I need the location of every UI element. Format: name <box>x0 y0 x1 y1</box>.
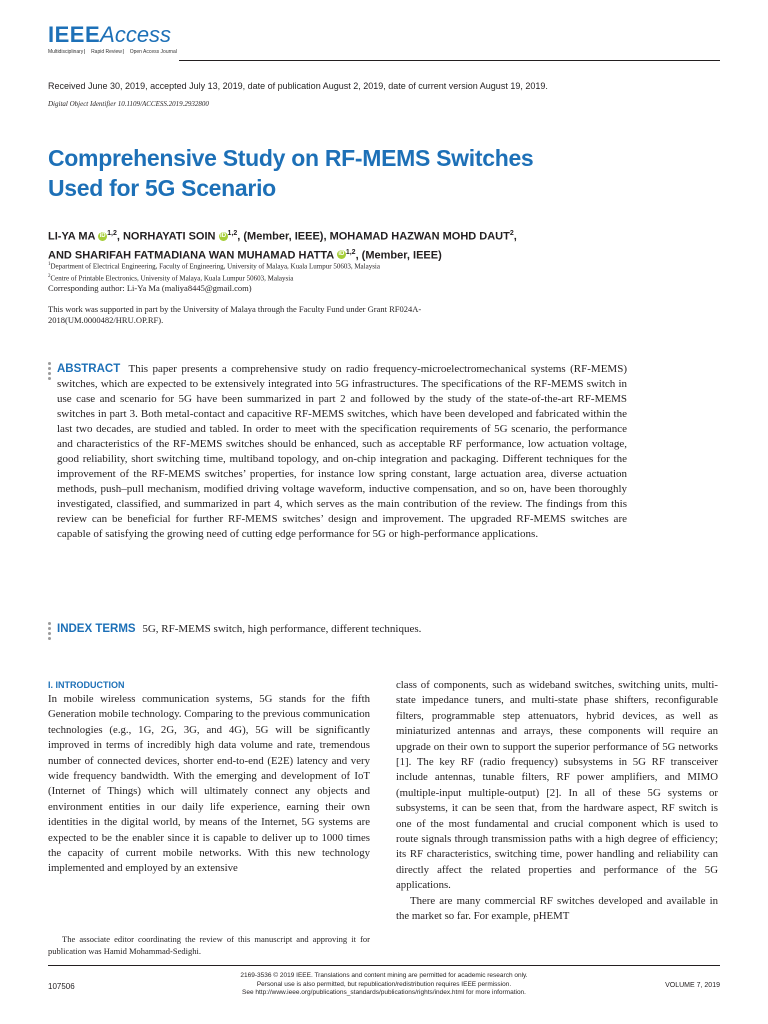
affiliations <box>48 260 380 284</box>
author-line-2: AND SHARIFAH FATMADIANA WAN MUHAMAD HATTA iD $^{1,2}$, (Member, IEEE) <box>48 248 442 262</box>
logo-wordmark: IEEEAccess <box>48 22 172 47</box>
affiliation-mark: 1,2 <box>345 248 356 256</box>
paper-title <box>48 143 648 203</box>
corresponding-author: Corresponding author: Li-Ya Ma (maliya8445@gmail.com) <box>48 283 252 293</box>
author-list <box>48 226 728 263</box>
doi-label: Digital Object Identifier <box>48 100 117 108</box>
journal-logo <box>48 24 177 55</box>
footer-rule <box>48 965 720 966</box>
abstract-label: ABSTRACT <box>57 363 121 375</box>
intro-paragraph-1-cont: class of components, such as wideband switches, switching units, multi-state impedance tuners, and multi-state phase shifters, reconfigurable filters, programmable step attenuators, hybrid devices, as well as miniaturized antennas and arrays, these components will require an upgrade on their own to support the superior performance of 5G networks [1]. The key RF (radio frequency) subsystems in 5G RF transceiver include antennas, tunable filters, RF power amplifiers, and MIMO (multiple-input multiple-output) [2]. In all of these 5G systems or subsystems, it can be seen that, from the hardware aspect, RF switch is one of the most fundamental and crucial component which is used to route signals through transmission paths with a high degree of efficiency; its RF characteristics, switching time, power handling and reliability can directly affect the related properties and performance of the 5G applications. <box>396 679 718 892</box>
header-rule <box>179 60 720 61</box>
doi-line <box>48 100 209 108</box>
intro-paragraph-2: There are many commercial RF switches developed and available in the market so far. For example, pHEMT <box>396 894 718 923</box>
title-line-1: Comprehensive Study on RF-MEMS Switches <box>48 145 534 171</box>
affiliation-mark: 1,2 <box>107 230 117 237</box>
index-terms <box>57 622 657 637</box>
logo-tagline: Multidisciplinary ⎸ Rapid Review ⎸ Open Access Journal <box>48 49 177 55</box>
author-line-1: LI-YA MA iD $^{1,2}$, NORHAYATI SOIN iD $^{1,2}$, (Member, IEEE), MOHAMAD HAZWAN MOHD DAUT$^2$, <box>48 230 517 243</box>
affiliation-2: $^2$Centre of Printable Electronics, University of Malaya, Kuala Lumpur 50603, Malaysia <box>48 273 294 283</box>
doi-value[interactable]: 10.1109/ACCESS.2019.2932800 <box>117 100 209 108</box>
affiliation-mark: 1,2 <box>227 230 238 237</box>
section-heading: I. INTRODUCTION <box>48 680 125 690</box>
author-name: LI-YA MA <box>48 230 96 243</box>
orcid-icon[interactable]: iD <box>99 232 106 239</box>
title-line-2: Used for 5G Scenario <box>48 175 276 201</box>
abstract <box>57 362 627 542</box>
abstract-text: This paper presents a comprehensive study on radio frequency-microelectromechanical systems (RF-MEMS) switches, which are expected to be extensively integrated into 5G infrastructures. The specifications of the RF-MEMS switch in use case and scenario for 5G have been summarized in part 2 and followed by the study of the state-of-the-art RF-MEMS switches in part 3. Both metal-contact and capacitive RF-MEMS switches, which have been developed and fabricated within the last two decades, are studied and tabled. In order to meet with the specification requirements of 5G scenario, the performance and characteristics of the RF-MEMS switches should be enhanced, such as acceptable RF performance, low actuation voltage, good reliability, short switching time, multiband topology, and on-chip integration and packaging. Different techniques for the improvement of the RF-MEMS switches’ properties, for instance low spring constant, large actuation area, diverse actuation methods, push–pull mechanism, modified driving voltage waveform, inductive compensation, and so on, have been thoroughly investigated, classified, and summarized in part 4, which serves as the main contribution of the review. The findings from this review can be beneficial for further RF-MEMS switches’ design and improvement. The upgraded RF-MEMS switches are capable of satisfying the growing need of cutting edge performance for 5G or high-performance applications. <box>57 363 627 540</box>
affiliation-1: $^1$Department of Electrical Engineering, Faculty of Engineering, University of Malaya, Kuala Lumpur 50603, Malaysia <box>48 262 380 271</box>
body-column-right <box>396 678 718 925</box>
copyright-notice: 2169-3536 © 2019 IEEE. Translations and content mining are permitted for academic research only. Personal use is also permitted, but republication/redistribution requires IEEE permission. See http://www.ieee.org/publications_standards/publications/rights/index.html for more information. <box>0 972 768 998</box>
index-terms-text: 5G, RF-MEMS switch, high performance, different techniques. <box>142 623 422 635</box>
rights-link[interactable]: See http://www.ieee.org/publications_standards/publications/rights/index.html for more information. <box>242 989 526 996</box>
received-dates: Received June 30, 2019, accepted July 13, 2019, date of publication August 2, 2019, date of current version August 19, 2019. <box>48 81 548 91</box>
orcid-icon[interactable]: iD <box>338 251 345 258</box>
volume-label: VOLUME 7, 2019 <box>665 982 720 989</box>
page-number: 107506 <box>48 982 75 991</box>
body-column-left <box>48 678 370 877</box>
abstract-marker-icon <box>48 362 51 382</box>
orcid-icon[interactable]: iD <box>220 232 227 239</box>
editor-footnote: The associate editor coordinating the review of this manuscript and approving it for publication was Hamid Mohammad-Sedighi. <box>48 934 370 956</box>
author-name: , NORHAYATI SOIN <box>116 230 216 243</box>
index-terms-marker-icon <box>48 622 51 642</box>
index-terms-label: INDEX TERMS <box>57 623 136 635</box>
affiliation-mark: 2 <box>509 230 514 237</box>
intro-paragraph-1: In mobile wireless communication systems, 5G stands for the fifth Generation mobile technology. Comparing to the previous communication technologies (e.g., 1G, 2G, 3G, and 4G), 5G will be significantly improved in terms of incredibly high data volume and rate, tremendous number of connected devices, shorter end-to-end (E2E) latency and very wide frequency bandwidth. With the emerging and development of IoT (Internet of Things) which will ultimately connect any objects and environment entities in our daily life experience, earning their own identities in the digital world, by means of the Internet, 5G systems are expected to be the enabler since it is capable to deliver up to 1000 times the capacity of current mobile networks. With this new technology implemented and employed by an extensive <box>48 693 370 875</box>
funding-note: This work was supported in part by the University of Malaya through the Faculty Fund under Grant RF024A-2018(UM.0000482/HRU.OP.RF). <box>48 304 422 325</box>
author-name: , (Member, IEEE), MOHAMAD HAZWAN MOHD DAUT <box>237 230 510 243</box>
author-name: AND SHARIFAH FATMADIANA WAN MUHAMAD HATTA <box>48 249 334 262</box>
